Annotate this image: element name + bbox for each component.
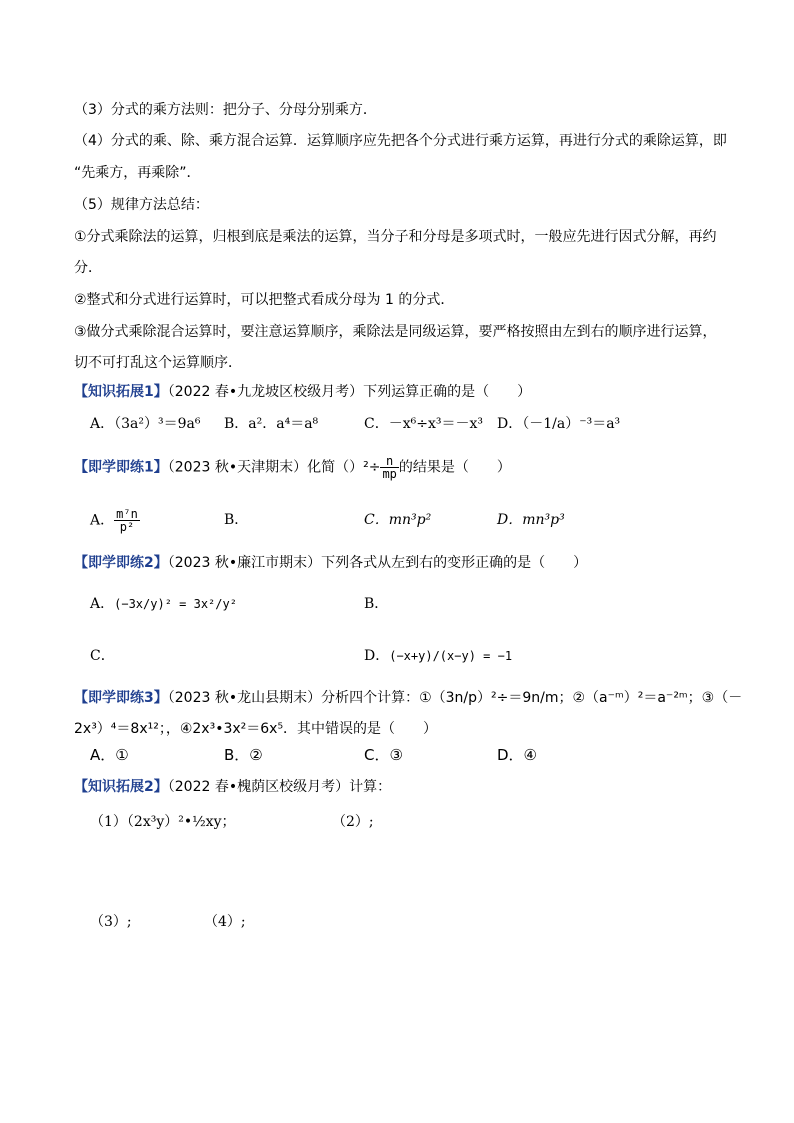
rule-5: （5）规律方法总结： <box>74 197 209 213</box>
fraction-numerator: n <box>380 455 398 468</box>
rule-4-line1: （4）分式的乘、除、乘方混合运算．运算顺序应先把各个分式进行乘方运算，再进行分式的乘除运算，即 <box>74 133 727 149</box>
option-d: D．mn³p³ <box>497 512 565 528</box>
option-label: A． <box>90 596 115 612</box>
fraction-numerator: m⁷n <box>116 507 138 521</box>
question-2 <box>74 455 511 480</box>
question-text-end: 的结果是（ ） <box>398 459 511 476</box>
option-d <box>364 646 512 666</box>
subquestion-1: （1）（2x³y）²•½xy； <box>90 814 236 830</box>
option-c: C． <box>90 648 115 664</box>
subquestion-3: （3）; <box>90 914 132 930</box>
question-tag: 【即学即练3】 <box>74 690 168 706</box>
question-text: （2023 秋•廉江市期末）下列各式从左到右的变形正确的是（ ） <box>167 555 588 571</box>
option-b: B． <box>364 596 389 612</box>
fraction <box>114 508 140 533</box>
option-a: A．① <box>90 746 129 764</box>
option-a <box>90 594 237 614</box>
option-b: B．② <box>224 746 263 764</box>
option-c: C．mn³p² <box>364 512 432 528</box>
point-3-line2: 切不可打乱这个运算顺序． <box>74 355 242 371</box>
subquestion-2: （2）; <box>332 814 374 830</box>
question-tag: 【即学即练1】 <box>74 459 168 476</box>
question-text: （2023 秋•龙山县期末）分析四个计算：①（3n/p）²÷＝9n/m；②（a⁻ᵐ）²＝a⁻²ᵐ；③（－ <box>167 690 743 706</box>
option-label: A． <box>90 512 115 529</box>
subquestion-4: （4）; <box>204 914 246 930</box>
question-text: （2022 春•九龙坡区校级月考）下列运算正确的是（ ） <box>167 384 532 400</box>
option-label: D． <box>364 648 390 664</box>
option-expression: (−x+y)/(x−y) = −1 <box>389 649 513 663</box>
option-a: A．（3a²）³＝9a⁶ <box>90 416 201 432</box>
question-4-line1 <box>74 688 742 708</box>
question-3 <box>74 553 587 573</box>
option-d: D．④ <box>497 746 537 764</box>
question-text: （2022 春•槐荫区校级月考）计算： <box>167 779 392 795</box>
question-tag: 【即学即练2】 <box>74 555 168 571</box>
option-b: B． <box>224 512 249 528</box>
option-a <box>90 508 140 533</box>
option-d: D．（－1/a）⁻³＝a³ <box>497 416 621 432</box>
fraction <box>380 455 398 480</box>
option-c: C．③ <box>364 746 403 764</box>
point-3-line1: ③做分式乘除混合运算时，要注意运算顺序，乘除法是同级运算，要严格按照由左到右的顺序进行运算， <box>74 324 717 340</box>
fraction-denominator: mp <box>382 467 397 481</box>
question-5 <box>74 777 391 797</box>
option-expression: (−3x/y)² = 3x²/y² <box>114 597 237 611</box>
question-tag: 【知识拓展1】 <box>74 384 168 400</box>
point-1-line1: ①分式乘除法的运算，归根到底是乘法的运算，当分子和分母是多项式时，一般应先进行因式分解，再约 <box>74 229 717 245</box>
point-1-line2: 分． <box>74 260 102 276</box>
fraction-denominator: p² <box>119 520 135 534</box>
question-text: （2023 秋•天津期末）化简（）²÷ <box>167 459 381 476</box>
option-c: C．－x⁶÷x³＝－x³ <box>364 416 483 432</box>
point-2: ②整式和分式进行运算时，可以把整式看成分母为 1 的分式． <box>74 292 455 308</box>
question-1 <box>74 382 531 402</box>
rule-4-line2: “先乘方，再乘除”． <box>74 165 201 181</box>
question-4-line2: 2x³）⁴＝8x¹²；，④2x³•3x²＝6x⁵．其中错误的是（ ） <box>74 721 438 737</box>
option-b: B．a²．a⁴＝a⁸ <box>224 416 319 432</box>
rule-3: （3）分式的乘方法则：把分子、分母分别乘方． <box>74 102 377 118</box>
question-tag: 【知识拓展2】 <box>74 779 168 795</box>
